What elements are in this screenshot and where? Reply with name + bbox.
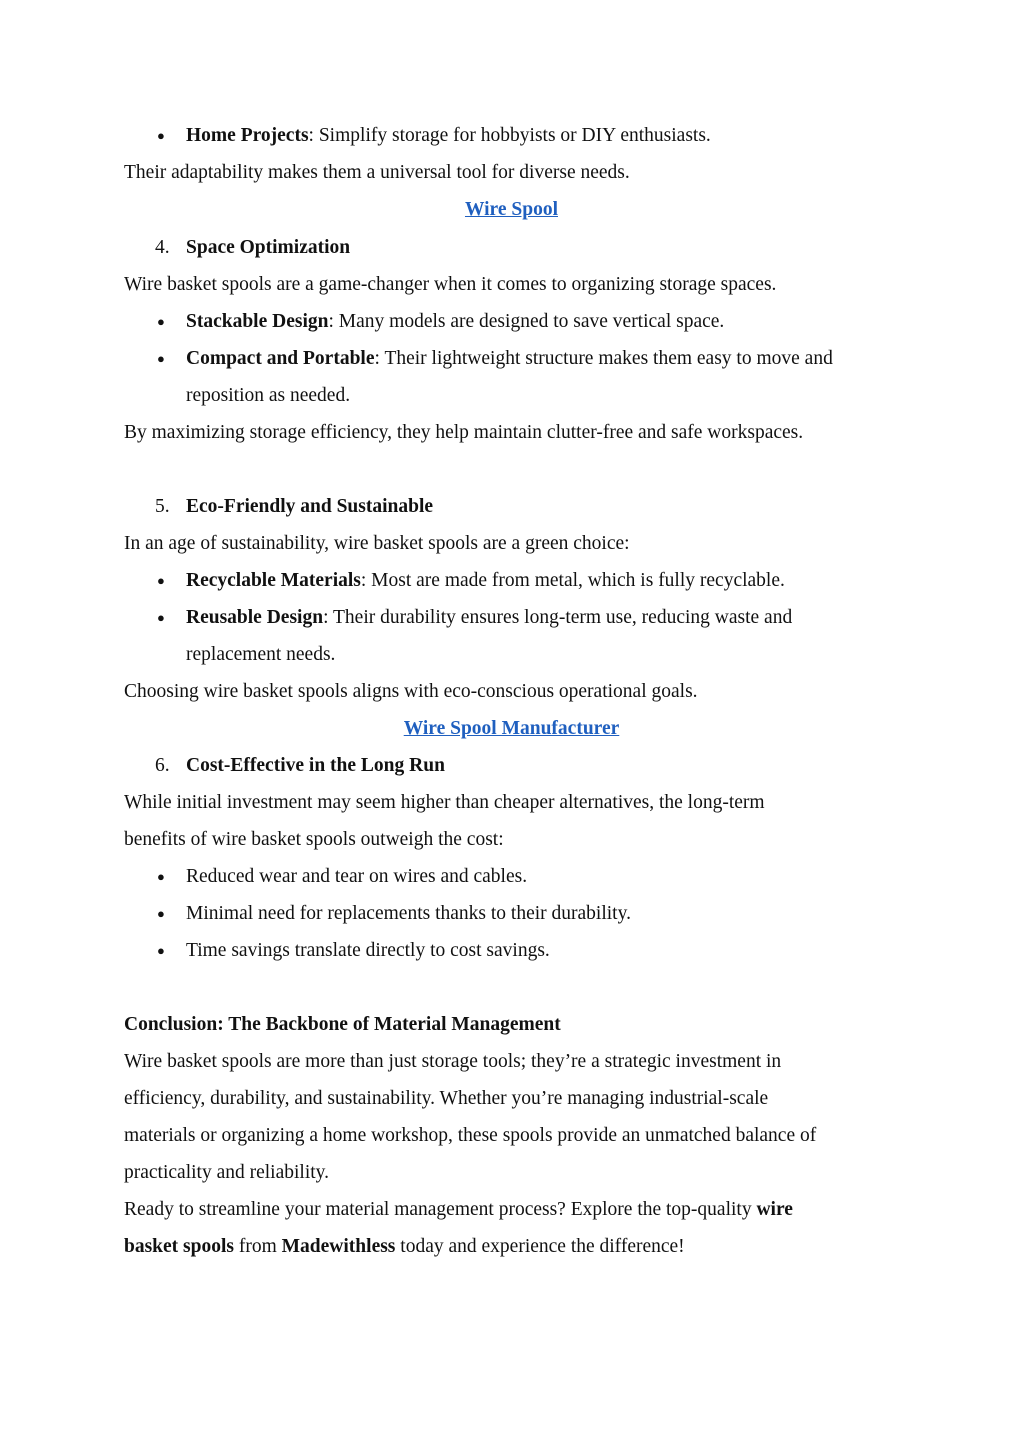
section-6-intro-line-2: benefits of wire basket spools outweigh the cost:: [124, 829, 504, 850]
bullet-home-projects: [186, 124, 711, 148]
bullet-continuation: reposition as needed.: [186, 385, 351, 406]
conclusion-line: efficiency, durability, and sustainability. Whether you’re managing industrial-scale: [124, 1088, 769, 1109]
section-5-number: 5.: [155, 496, 170, 517]
bullet-term: Home Projects: [186, 125, 309, 146]
conclusion-line: materials or organizing a home workshop, these spools provide an unmatched balance of: [124, 1125, 817, 1146]
cta-line-1: [124, 1198, 793, 1222]
bullet-text: : Many models are designed to save vertical space.: [328, 311, 725, 332]
bullet-continuation: replacement needs.: [186, 644, 336, 665]
cta-keyword: wire: [756, 1199, 793, 1220]
bullet-text: : Simplify storage for hobbyists or DIY enthusiasts.: [308, 125, 711, 146]
cta-text: today and experience the difference!: [395, 1236, 685, 1257]
section-5-intro: In an age of sustainability, wire basket spools are a green choice:: [124, 533, 630, 554]
bullet-text: : Their durability ensures long-term use, reducing waste and: [323, 607, 793, 628]
bullet-marker: ●: [157, 610, 165, 625]
cta-text: from: [234, 1236, 282, 1257]
list-item: Minimal need for replacements thanks to their durability.: [186, 903, 631, 924]
section-4-heading: [186, 236, 350, 260]
link-line-2: [0, 717, 1023, 741]
bullet-marker: ●: [157, 314, 165, 329]
conclusion-title: Conclusion: The Backbone of Material Management: [124, 1014, 561, 1035]
bullet-recyclable-materials: [186, 569, 785, 593]
section-4-number: 4.: [155, 237, 170, 258]
wire-spool-link[interactable]: Wire Spool: [464, 199, 558, 220]
section-6-number: 6.: [155, 755, 170, 776]
bullet-marker: ●: [157, 128, 165, 143]
section-6-intro-line-1: While initial investment may seem higher than cheaper alternatives, the long-term: [124, 792, 765, 813]
conclusion-heading: [124, 1013, 561, 1037]
section-5-title: Eco-Friendly and Sustainable: [186, 496, 434, 517]
section-5-heading: [186, 495, 433, 519]
bullet-marker: ●: [157, 573, 165, 588]
bullet-stackable-design: [186, 310, 724, 334]
section-4-title: Space Optimization: [186, 237, 351, 258]
cta-line-2: [124, 1235, 685, 1259]
bullet-term: Reusable Design: [186, 607, 324, 628]
section-5-outro: Choosing wire basket spools aligns with eco-conscious operational goals.: [124, 681, 698, 702]
section-6-title: Cost-Effective in the Long Run: [186, 755, 445, 776]
section-4-intro: Wire basket spools are a game-changer when it comes to organizing storage spaces.: [124, 274, 777, 295]
bullet-term: Stackable Design: [186, 311, 329, 332]
brand-name: Madewithless: [281, 1236, 396, 1257]
bullet-text: : Their lightweight structure makes them easy to move and: [374, 348, 833, 369]
bullet-marker: ●: [157, 351, 165, 366]
cta-keyword: basket spools: [124, 1236, 234, 1257]
conclusion-line: Wire basket spools are more than just storage tools; they’re a strategic investment in: [124, 1051, 782, 1072]
paragraph-adaptability: Their adaptability makes them a universal tool for diverse needs.: [124, 162, 630, 183]
list-item: Reduced wear and tear on wires and cables.: [186, 866, 528, 887]
bullet-marker: ●: [157, 869, 165, 884]
bullet-compact-portable: [186, 347, 833, 371]
wire-spool-manufacturer-link[interactable]: Wire Spool Manufacturer: [403, 718, 620, 739]
cta-text: Ready to streamline your material management process? Explore the top-quality: [124, 1199, 757, 1220]
bullet-text: : Most are made from metal, which is fully recyclable.: [360, 570, 785, 591]
bullet-reusable-design: [186, 606, 792, 630]
list-item: Time savings translate directly to cost savings.: [186, 940, 550, 961]
bullet-term: Compact and Portable: [186, 348, 375, 369]
bullet-marker: ●: [157, 906, 165, 921]
conclusion-line: practicality and reliability.: [124, 1162, 330, 1183]
section-6-heading: [186, 754, 445, 778]
section-4-outro: By maximizing storage efficiency, they help maintain clutter-free and safe workspaces.: [124, 422, 804, 443]
bullet-term: Recyclable Materials: [186, 570, 361, 591]
bullet-marker: ●: [157, 943, 165, 958]
link-line-1: [0, 198, 1023, 222]
